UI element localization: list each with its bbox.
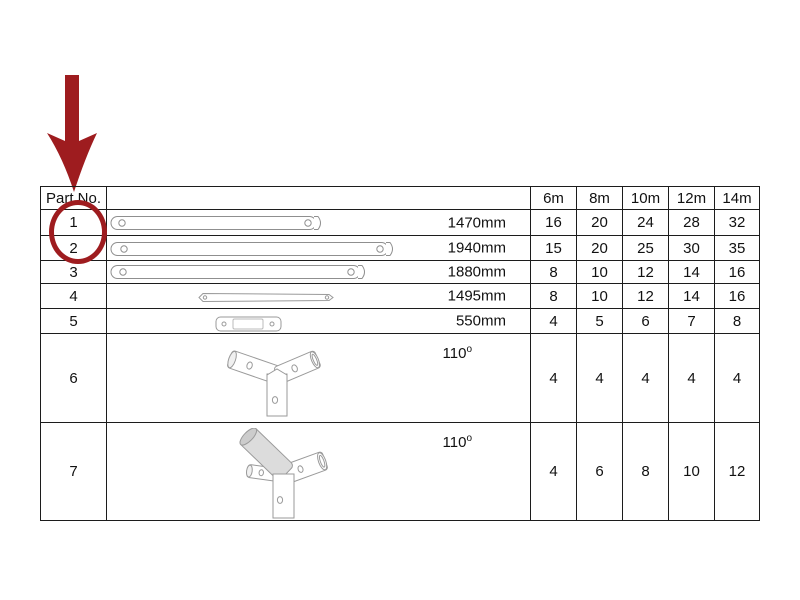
parts-table bbox=[40, 186, 760, 521]
qty-cell: 4 bbox=[531, 334, 577, 423]
part-length: 1495mm bbox=[447, 287, 506, 305]
qty-cell: 10 bbox=[577, 261, 623, 284]
qty-cell: 8 bbox=[623, 423, 669, 521]
header-size-6m: 6m bbox=[531, 187, 577, 210]
table-row-part-6 bbox=[41, 334, 760, 423]
qty-cell: 14 bbox=[669, 261, 715, 284]
qty-cell: 12 bbox=[623, 261, 669, 284]
table-row-part-1 bbox=[41, 210, 760, 236]
part-drawing-cell bbox=[107, 334, 531, 423]
header-size-12m: 12m bbox=[669, 187, 715, 210]
part-drawing-cell bbox=[107, 309, 531, 334]
header-size-14m: 14m bbox=[715, 187, 760, 210]
part-number: 6 bbox=[41, 334, 107, 423]
sleeve-connector-drawing bbox=[215, 316, 285, 332]
qty-cell: 6 bbox=[623, 309, 669, 334]
header-drawing-column bbox=[107, 187, 531, 210]
qty-cell: 4 bbox=[623, 334, 669, 423]
part-number: 5 bbox=[41, 309, 107, 334]
strap-pole-drawing bbox=[110, 263, 372, 281]
thin-pole-drawing bbox=[197, 292, 337, 303]
qty-cell: 16 bbox=[531, 210, 577, 236]
header-size-8m: 8m bbox=[577, 187, 623, 210]
table-row-part-5 bbox=[41, 309, 760, 334]
table-row-part-7 bbox=[41, 423, 760, 521]
qty-cell: 8 bbox=[715, 309, 760, 334]
table-header-row bbox=[41, 187, 760, 210]
red-circle-highlight bbox=[49, 200, 107, 264]
part-number: 2 bbox=[41, 236, 107, 261]
part-number: 1 bbox=[41, 210, 107, 236]
part-angle: 110$^o$ bbox=[442, 433, 472, 451]
4-way-apex-connector-drawing bbox=[231, 428, 335, 520]
qty-cell: 20 bbox=[577, 236, 623, 261]
red-arrow-icon bbox=[40, 70, 110, 200]
qty-cell: 4 bbox=[531, 309, 577, 334]
part-number: 7 bbox=[41, 423, 107, 521]
part-drawing-cell bbox=[107, 284, 531, 309]
qty-cell: 5 bbox=[577, 309, 623, 334]
part-drawing-cell bbox=[107, 423, 531, 521]
qty-cell: 4 bbox=[577, 334, 623, 423]
header-part-no: Part No. bbox=[41, 187, 107, 210]
header-size-10m: 10m bbox=[623, 187, 669, 210]
qty-cell: 6 bbox=[577, 423, 623, 521]
qty-cell: 14 bbox=[669, 284, 715, 309]
qty-cell: 20 bbox=[577, 210, 623, 236]
qty-cell: 7 bbox=[669, 309, 715, 334]
qty-cell: 4 bbox=[531, 423, 577, 521]
qty-cell: 15 bbox=[531, 236, 577, 261]
qty-cell: 4 bbox=[715, 334, 760, 423]
part-drawing-cell bbox=[107, 210, 531, 236]
strap-pole-drawing bbox=[110, 214, 328, 232]
qty-cell: 8 bbox=[531, 261, 577, 284]
part-length: 550mm bbox=[455, 312, 506, 330]
part-number: 3 bbox=[41, 261, 107, 284]
part-drawing-cell bbox=[107, 236, 531, 261]
table-row-part-3 bbox=[41, 261, 760, 284]
qty-cell: 8 bbox=[531, 284, 577, 309]
part-length: 1470mm bbox=[447, 214, 506, 231]
qty-cell: 24 bbox=[623, 210, 669, 236]
table-row-part-4 bbox=[41, 284, 760, 309]
qty-cell: 30 bbox=[669, 236, 715, 261]
part-drawing-cell bbox=[107, 261, 531, 284]
part-length: 1880mm bbox=[447, 263, 506, 281]
qty-cell: 25 bbox=[623, 236, 669, 261]
table-row-part-2 bbox=[41, 236, 760, 261]
qty-cell: 35 bbox=[715, 236, 760, 261]
3-way-corner-connector-drawing bbox=[225, 348, 329, 420]
qty-cell: 12 bbox=[623, 284, 669, 309]
qty-cell: 32 bbox=[715, 210, 760, 236]
part-angle: 110$^o$ bbox=[442, 344, 472, 362]
qty-cell: 28 bbox=[669, 210, 715, 236]
qty-cell: 10 bbox=[577, 284, 623, 309]
qty-cell: 4 bbox=[669, 334, 715, 423]
strap-pole-drawing bbox=[110, 240, 400, 258]
part-number: 4 bbox=[41, 284, 107, 309]
part-length: 1940mm bbox=[447, 239, 506, 257]
qty-cell: 16 bbox=[715, 261, 760, 284]
qty-cell: 12 bbox=[715, 423, 760, 521]
qty-cell: 10 bbox=[669, 423, 715, 521]
qty-cell: 16 bbox=[715, 284, 760, 309]
